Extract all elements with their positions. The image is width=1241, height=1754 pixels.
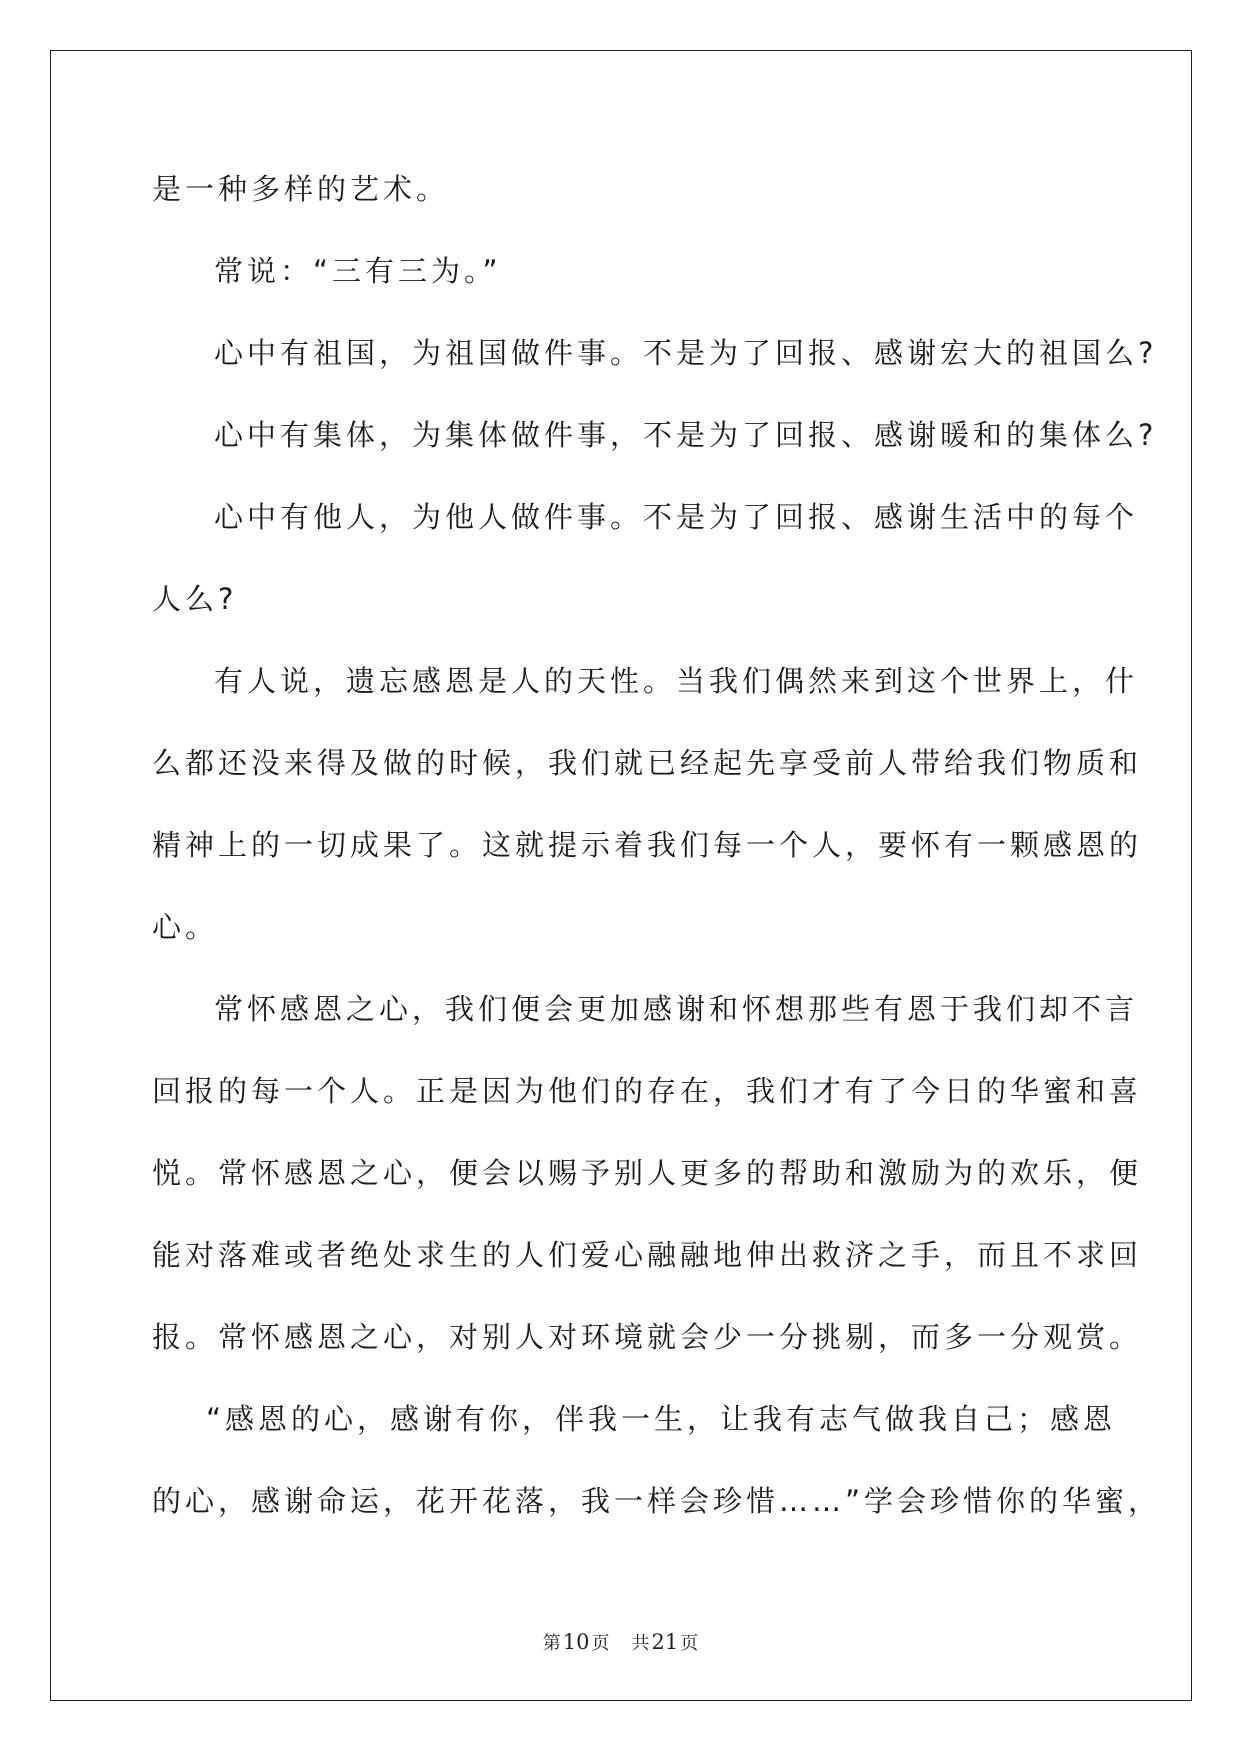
total-label-suffix: 页 [680, 1633, 699, 1654]
text-line: 心中有集体，为集体做件事，不是为了回报、感谢暖和的集体么? [214, 418, 1158, 452]
document-body [152, 148, 1162, 1542]
text-line: 心。 [152, 910, 219, 944]
text-line: 的心，感谢命运，花开花落，我一样会珍惜……”学会珍惜你的华蜜， [152, 1484, 1162, 1518]
page-number: 10 [562, 1630, 590, 1654]
text-line: “感恩的心，感谢有你，伴我一生，让我有志气做我自己；感恩 [206, 1402, 1117, 1436]
text-line: 常说：“三有三为。” [214, 254, 502, 288]
text-line: 有人说，遗忘感恩是人的天性。当我们偶然来到这个世界上，什 [214, 664, 1139, 698]
total-pages: 21 [651, 1630, 679, 1654]
text-line: 能对落难或者绝处求生的人们爱心融融地伸出救济之手，而且不求回 [152, 1238, 1143, 1272]
text-line: 是一种多样的艺术。 [152, 172, 450, 206]
page-label-suffix: 页 [591, 1633, 610, 1654]
text-line: 报。常怀感恩之心，对别人对环境就会少一分挑剔，而多一分观赏。 [152, 1320, 1143, 1354]
total-label-prefix: 共 [631, 1633, 650, 1654]
text-line: 悦。常怀感恩之心，便会以赐予别人更多的帮助和激励为的欢乐，便 [152, 1156, 1143, 1190]
text-line: 心中有他人，为他人做件事。不是为了回报、感谢生活中的每个 [214, 500, 1139, 534]
page-footer [0, 1629, 1241, 1655]
text-line: 心中有祖国，为祖国做件事。不是为了回报、感谢宏大的祖国么? [214, 336, 1158, 370]
text-line: 回报的每一个人。正是因为他们的存在，我们才有了今日的华蜜和喜 [152, 1074, 1143, 1108]
text-line: 常怀感恩之心，我们便会更加感谢和怀想那些有恩于我们却不言 [214, 992, 1139, 1026]
text-line: 精神上的一切成果了。这就提示着我们每一个人，要怀有一颗感恩的 [152, 828, 1143, 862]
text-line: 么都还没来得及做的时候，我们就已经起先享受前人带给我们物质和 [152, 746, 1143, 780]
text-line: 人么? [152, 582, 238, 616]
page-label-prefix: 第 [542, 1633, 561, 1654]
